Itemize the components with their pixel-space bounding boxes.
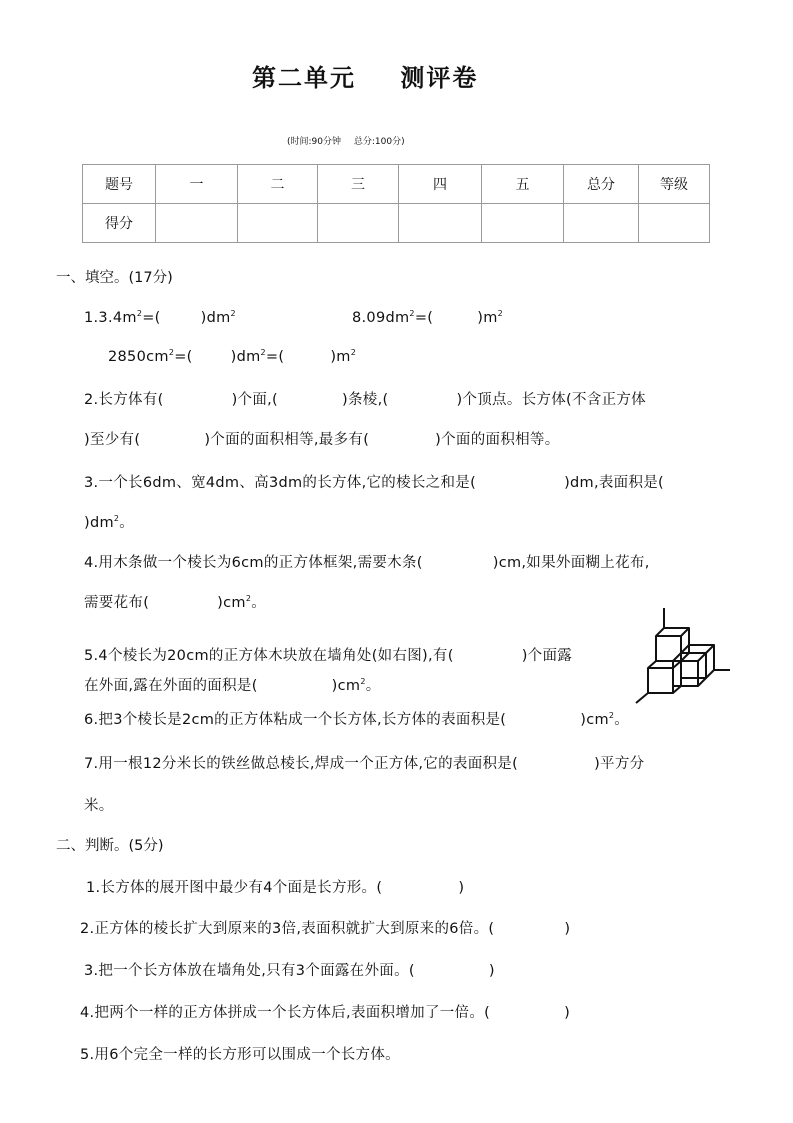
score-table-header-row <box>83 165 710 204</box>
q2-text-b: )个面,( <box>231 392 279 408</box>
page-title <box>252 58 478 93</box>
judge-item-5 <box>80 1043 400 1064</box>
q7-text-b: )平方分 <box>594 756 645 772</box>
question-7-line-2: 米。 <box>84 798 114 814</box>
judge-item-2-close: ) <box>564 921 571 937</box>
score-table-score-row <box>83 204 710 243</box>
q4-text-d: )cm <box>217 595 246 611</box>
header-cell-2: 二 <box>238 165 318 204</box>
header-cell-3: 三 <box>318 165 399 204</box>
question-5-line-2 <box>84 674 381 695</box>
score-cell-3[interactable] <box>318 204 399 243</box>
header-cell-1: 一 <box>156 165 238 204</box>
title-part-2: 测评卷 <box>400 63 479 92</box>
q5-text-a: 5.4个棱长为20cm的正方体木块放在墙角处(如右图),有( <box>84 648 454 664</box>
q1-sup-1: 2 <box>136 309 143 318</box>
q3-text-c: )dm <box>84 515 114 531</box>
q5-sup: 2 <box>360 677 366 686</box>
question-4-line-1 <box>84 551 650 572</box>
total-score: 总分:100分) <box>353 137 405 147</box>
q4-text-end: 。 <box>251 595 267 611</box>
q1-sup-6: 2 <box>260 348 266 357</box>
q1-text-f: )m <box>477 310 498 326</box>
question-3-line-1 <box>84 471 664 492</box>
q3-text-a: 3.一个长6dm、宽4dm、高3dm的长方体,它的棱长之和是( <box>84 475 477 491</box>
question-1-line-1 <box>84 309 236 326</box>
q1-text-k: )m <box>330 349 351 365</box>
judge-item-3-close: ) <box>488 963 495 979</box>
judge-item-4-text: 4.把两个一样的正方体拼成一个长方体后,表面积增加了一倍。( <box>80 1005 491 1021</box>
header-cell-total: 总分 <box>564 165 639 204</box>
judge-item-4-close: ) <box>564 1005 571 1021</box>
q3-sup: 2 <box>113 514 120 523</box>
q1-text-e: =( <box>414 310 434 326</box>
score-cell-4[interactable] <box>399 204 482 243</box>
header-cell-question-number: 题号 <box>83 165 156 204</box>
q1-sup-2: 2 <box>230 309 236 318</box>
judge-item-2-text: 2.正方体的棱长扩大到原来的3倍,表面积就扩大到原来的6倍。( <box>80 921 495 937</box>
q3-text-b: )dm,表面积是( <box>564 475 665 491</box>
cube-bottom-left <box>648 661 681 693</box>
q1-text-d: 8.09dm <box>352 310 410 326</box>
q1-text-a: 1.3.4m <box>84 310 137 326</box>
score-row-label: 得分 <box>83 204 156 243</box>
q1-sup-4: 2 <box>497 309 504 318</box>
score-cell-total[interactable] <box>564 204 639 243</box>
title-part-1: 第二单元 <box>252 63 356 92</box>
score-cell-5[interactable] <box>482 204 564 243</box>
q1-text-g: 2850cm <box>108 349 169 365</box>
q1-sup-5: 2 <box>168 348 175 357</box>
question-1-line-2 <box>108 348 356 365</box>
time-limit: (时间:90分钟 <box>287 137 341 147</box>
score-table <box>82 164 710 243</box>
q6-text-b: )cm <box>580 712 609 728</box>
judge-item-1-close: ) <box>458 880 465 896</box>
cube-bottom-middle <box>673 653 706 686</box>
score-cell-1[interactable] <box>156 204 238 243</box>
q2-text-f: )个面的面积相等,最多有( <box>204 432 370 448</box>
judge-item-4 <box>80 1001 570 1022</box>
q5-text-b: )个面露 <box>521 648 573 664</box>
q2-text-g: )个面的面积相等。 <box>435 432 560 448</box>
cube-top <box>656 628 689 661</box>
q4-sup: 2 <box>245 594 252 603</box>
question-7-line-1 <box>84 752 644 773</box>
judge-item-1-text: 1.长方体的展开图中最少有4个面是长方形。( <box>86 880 383 896</box>
q1-text-h: =( <box>174 349 193 365</box>
q2-text-a: 2.长方体有( <box>84 392 164 408</box>
header-cell-grade: 等级 <box>639 165 710 204</box>
q2-text-e: )至少有( <box>84 432 141 448</box>
judge-item-2 <box>80 917 570 938</box>
q4-text-a: 4.用木条做一个棱长为6cm的正方体框架,需要木条( <box>84 555 423 571</box>
q6-sup: 2 <box>608 711 615 720</box>
header-cell-4: 四 <box>399 165 482 204</box>
q6-text-end: 。 <box>614 712 630 728</box>
question-5-line-1 <box>84 644 572 665</box>
question-3-line-2 <box>84 511 134 532</box>
q1-sup-7: 2 <box>350 348 357 357</box>
q4-text-b: )cm,如果外面糊上花布, <box>492 555 650 571</box>
q4-text-c: 需要花布( <box>84 595 150 611</box>
question-2-line-2 <box>84 428 560 449</box>
q2-text-d: )个顶点。长方体(不含正方体 <box>456 392 646 408</box>
question-2-line-1 <box>84 388 646 409</box>
question-1-line-1-right <box>352 309 503 326</box>
section-1-heading: 一、填空。(17分) <box>56 270 173 286</box>
judge-item-3-text: 3.把一个长方体放在墙角处,只有3个面露在外面。( <box>84 963 415 979</box>
q6-text-a: 6.把3个棱长是2cm的正方体粘成一个长方体,长方体的表面积是( <box>84 712 507 728</box>
judge-item-1 <box>86 876 464 897</box>
q1-text-i: )dm <box>230 349 261 365</box>
q7-text-a: 7.用一根12分米长的铁丝做总棱长,焊成一个正方体,它的表面积是( <box>84 756 519 772</box>
exam-meta <box>287 134 405 147</box>
q3-text-end: 。 <box>119 515 135 531</box>
question-6 <box>84 708 629 729</box>
judge-item-3 <box>84 959 495 980</box>
score-cell-2[interactable] <box>238 204 318 243</box>
q5-text-end: 。 <box>365 678 381 694</box>
section-2-heading: 二、判断。(5分) <box>56 838 164 854</box>
q1-sup-3: 2 <box>409 309 415 318</box>
corner-cubes-figure <box>632 608 732 704</box>
q1-text-j: =( <box>265 349 285 365</box>
score-cell-grade[interactable] <box>639 204 710 243</box>
q1-text-b: =( <box>142 310 161 326</box>
q5-text-c: 在外面,露在外面的面积是( <box>84 678 258 694</box>
header-cell-5: 五 <box>482 165 564 204</box>
q5-text-d: )cm <box>331 678 361 694</box>
floor-edge-line-front <box>636 693 648 703</box>
judge-item-5-text: 5.用6个完全一样的长方形可以围成一个长方体。 <box>80 1047 400 1063</box>
question-4-line-2 <box>84 591 266 612</box>
q1-text-c: )dm <box>200 310 231 326</box>
q2-text-c: )条棱,( <box>342 392 389 408</box>
